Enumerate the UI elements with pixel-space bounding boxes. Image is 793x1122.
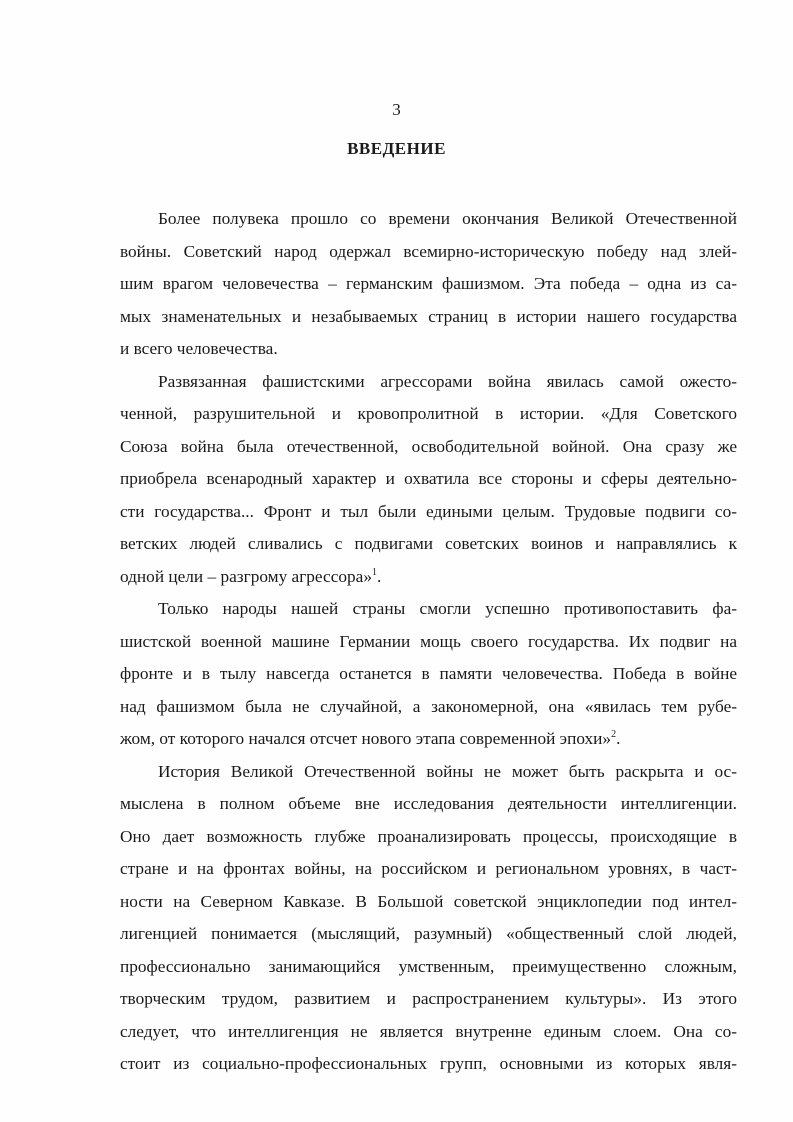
body-text bbox=[120, 203, 737, 1081]
text-line: ности на Северном Кавказе. В Большой советской энциклопедии под интел- bbox=[120, 891, 737, 911]
text-line: сти государства... Фронт и тыл были едиными целым. Трудовые подвиги со- bbox=[120, 501, 737, 521]
text-line: шим врагом человечества – германским фашизмом. Эта победа – одна из са- bbox=[120, 274, 737, 293]
text-line: фронте и в тылу навсегда останется в памяти человечества. Победа в войне bbox=[120, 664, 737, 683]
text-line: мых знаменательных и незабываемых страниц в истории нашего государства bbox=[120, 306, 737, 326]
text-line: мыслена в полном объеме вне исследования деятельности интеллигенции. bbox=[120, 794, 737, 813]
paragraph-1 bbox=[120, 203, 737, 366]
footnote-marker: 1 bbox=[371, 566, 377, 578]
text-line: Только народы нашей страны смогли успешно противопоставить фа- bbox=[158, 599, 737, 618]
text-line: профессионально занимающийся умственным, преимущественно сложным, bbox=[120, 956, 737, 976]
text-line-with-footnote: жом, от которого начался отсчет нового этапа современной эпохи»$^2$. bbox=[120, 729, 621, 748]
text-line: Союза война была отечественной, освободительной войной. Она сразу же bbox=[120, 436, 737, 456]
text-line: Развязанная фашистскими агрессорами война явилась самой ожесто- bbox=[158, 371, 737, 391]
text-line: ченной, разрушительной и кровопролитной в истории. «Для Советского bbox=[120, 404, 737, 423]
text-line: над фашизмом была не случайной, а закономерной, она «явилась тем рубе- bbox=[120, 696, 737, 716]
text-line: одной цели – разгрому агрессора» bbox=[120, 566, 372, 586]
text-line: жом, от которого начался отсчет нового этапа современной эпохи» bbox=[120, 729, 612, 748]
text-line: следует, что интеллигенция не является внутренне единым слоем. Она со- bbox=[120, 1021, 737, 1041]
text-line: История Великой Отечественной войны не может быть раскрыта и ос- bbox=[158, 761, 737, 781]
text-line: ветских людей сливались с подвигами советских воинов и направлялись к bbox=[120, 534, 737, 553]
text-line: творческим трудом, развитием и распространением культуры». Из этого bbox=[120, 989, 737, 1008]
text-line: стоит из социально-профессиональных групп, основными из которых явля- bbox=[120, 1054, 737, 1073]
text-line: приобрела всенародный характер и охватила все стороны и сферы деятельно- bbox=[120, 469, 737, 488]
text-line: войны. Советский народ одержал всемирно-историческую победу над злей- bbox=[120, 241, 737, 261]
text-line: стране и на фронтах войны, на российском и региональном уровнях, в част- bbox=[120, 859, 737, 878]
text-line-with-footnote: одной цели – разгрому агрессора»$^1$. bbox=[120, 566, 382, 586]
section-heading: ВВЕДЕНИЕ bbox=[347, 139, 446, 158]
text-line: Более полувека прошло со времени окончания Великой Отечественной bbox=[158, 209, 737, 228]
text-line: лигенцией понимается (мыслящий, разумный) «общественный слой людей, bbox=[120, 924, 737, 943]
paragraph-3 bbox=[120, 593, 737, 756]
paragraph-4 bbox=[120, 756, 737, 1081]
text-line: шистской военной машине Германии мощь своего государства. Их подвиг на bbox=[120, 631, 737, 651]
paragraph-2 bbox=[120, 366, 737, 594]
text-line: Оно дает возможность глубже проанализировать процессы, происходящие в bbox=[120, 826, 737, 846]
page-number: 3 bbox=[392, 100, 401, 119]
text-line: и всего человечества. bbox=[120, 339, 278, 358]
footnote-marker: 2 bbox=[611, 729, 617, 740]
